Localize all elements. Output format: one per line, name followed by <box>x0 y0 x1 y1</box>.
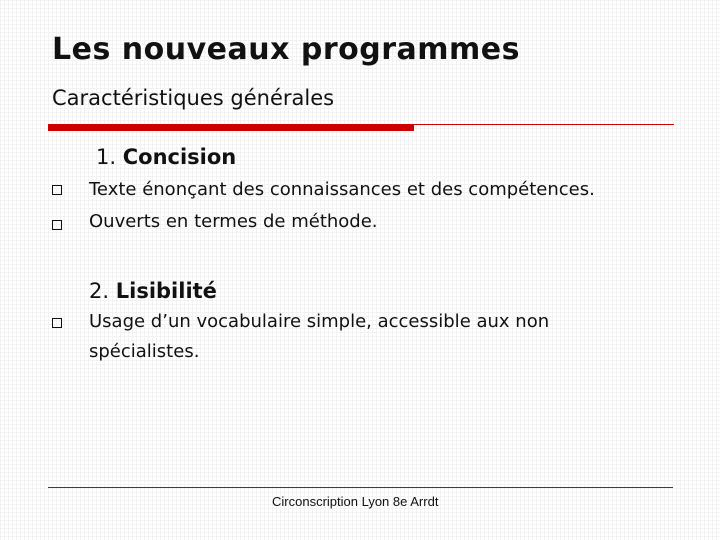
section-number: 1. <box>96 145 117 169</box>
bullet-icon <box>52 220 62 230</box>
list-item: Texte énonçant des connaissances et des compétences. <box>89 179 595 200</box>
slide-title: Les nouveaux programmes <box>52 32 521 67</box>
footer-text: Circonscription Lyon 8e Arrdt <box>272 494 439 509</box>
title-underline-thin <box>414 124 674 125</box>
section-heading-1 <box>96 145 236 169</box>
section-name: Lisibilité <box>115 279 217 303</box>
list-item-line: spécialistes. <box>89 341 200 362</box>
bullet-icon <box>52 318 62 328</box>
section-number: 2. <box>89 279 110 303</box>
title-underline-thick <box>48 124 414 131</box>
section-heading-2 <box>89 279 217 303</box>
list-item: Ouverts en termes de méthode. <box>89 211 378 232</box>
list-item-line: Usage d’un vocabulaire simple, accessible aux non <box>89 311 550 332</box>
list-item <box>89 307 549 367</box>
slide-subtitle: Caractéristiques générales <box>52 86 335 110</box>
bullet-icon <box>52 185 62 195</box>
footer-rule <box>48 487 673 488</box>
section-name: Concision <box>122 145 237 169</box>
